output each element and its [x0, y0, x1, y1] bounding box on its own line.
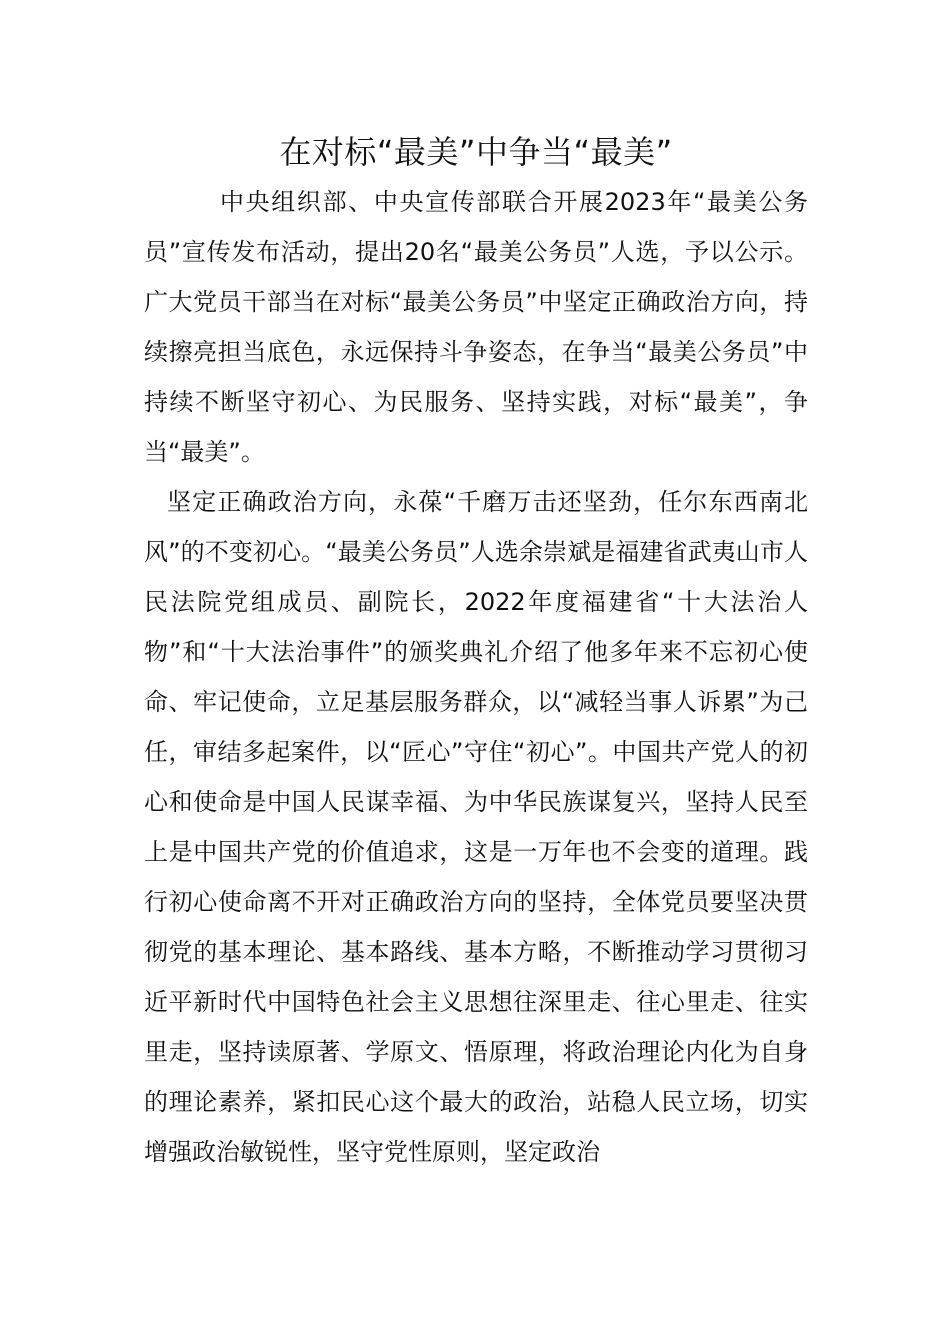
document-page [144, 128, 808, 1177]
document-title: 在对标“最美”中争当“最美” [279, 133, 673, 171]
paragraph-intro: 中央组织部、中央宣传部联合开展2023年“最美公务员”宣传发布活动，提出20名“最美公务员”人选，予以公示。广大党员干部当在对标“最美公务员”中坚定正确政治方向，持续擦亮担当底色，永远保持斗争姿态，在争当“最美公务员”中持续不断坚守初心、为民服务、坚持实践，对标“最美”，争当“最美”。 [144, 188, 808, 466]
paragraph-political-direction: 坚定正确政治方向，永葆“千磨万击还坚劲，任尔东西南北风”的不变初心。“最美公务员”人选余崇斌是福建省武夷山市人民法院党组成员、副院长，2022年度福建省“十大法治人物”和“十大法治事件”的颁奖典礼介绍了他多年来不忘初心使命、牢记使命，立足基层服务群众，以“减轻当事人诉累”为己任，审结多起案件，以“匠心”守住“初心”。中国共产党人的初心和使命是中国人民谋幸福、为中华民族谋复兴，坚持人民至上是中国共产党的价值追求，这是一万年也不会变的道理。践行初心使命离不开对正确政治方向的坚持，全体党员要坚决贯彻党的基本理论、基本路线、基本方略，不断推动学习贯彻习近平新时代中国特色社会主义思想往深里走、往心里走、往实里走，坚持读原著、学原文、悟原理，将政治理论内化为自身的理论素养，紧扣民心这个最大的政治，站稳人民立场，切实增强政治敏锐性，坚守党性原则，坚定政治 [144, 488, 808, 1166]
